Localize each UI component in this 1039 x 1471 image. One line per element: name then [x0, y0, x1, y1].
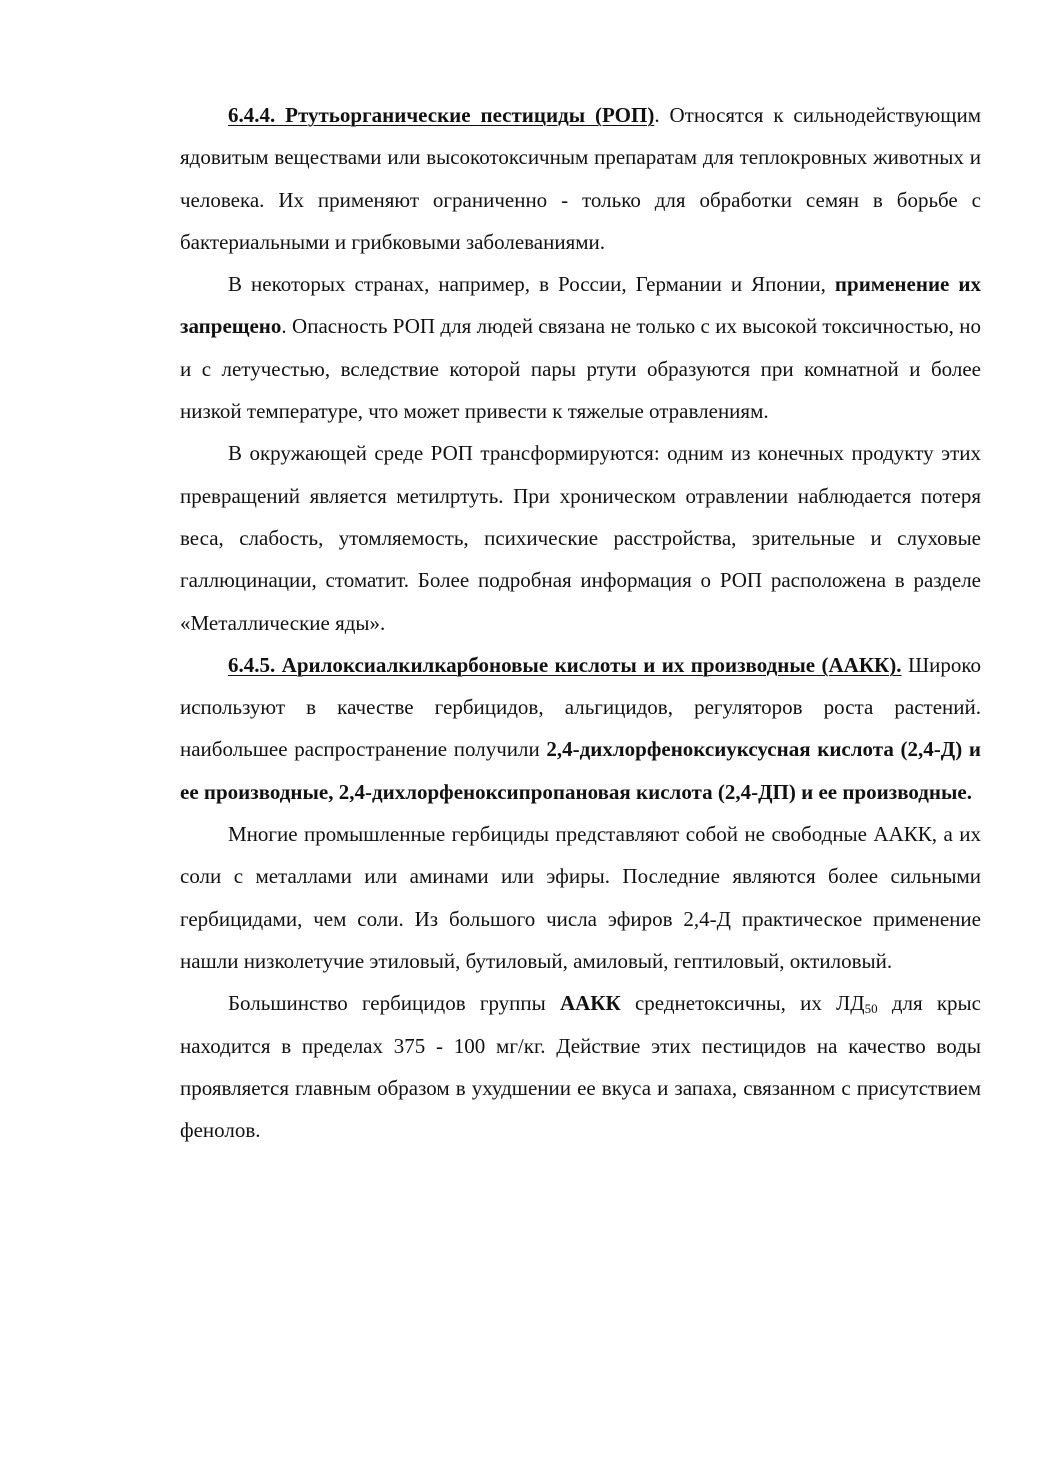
bold-phrase: применение их запрещено: [180, 272, 982, 339]
paragraph-text: В окружающей среде РОП трансформируются: одним из конечных продукту этих превращений является метилртуть. При хроническом отравлении наблюдается потеря веса, слабость, утомляемость, психические расстройства, зрительные и слуховые галлюцинации, стоматит. Более подробная информация о РОП расположена в разделе «Металлические яды».: [180, 441, 981, 635]
paragraph-aakk-intro: [180, 644, 981, 813]
subscript: 50: [864, 1001, 878, 1017]
bold-phrase: 2,4-дихлорфеноксиуксусная кислота (2,4-Д) и ее производные, 2,4-дихлорфеноксипропановая кислота (2,4-ДП) и ее производные.: [180, 737, 981, 804]
heading-punctuation: .: [654, 103, 660, 127]
paragraph-aakk-toxicity: [180, 982, 981, 1151]
paragraph-text: для крыс находится в пределах 375 - 100 мг/кг. Действие этих пестицидов на качество воды проявляется главным образом в ухудшении ее вкуса и запаха, связанном с присутствием фенолов.: [180, 991, 981, 1143]
paragraph-text: Многие промышленные гербициды представляют собой не свободные ААКК, а их соли с металлами или аминами или эфиры. Последние являются более сильными гербицидами, чем соли. Из большого числа эфиров 2,4-Д практическое применение нашли низколетучие этиловый, бутиловый, амиловый, гептиловый, октиловый.: [180, 822, 981, 973]
paragraph-text: среднетоксичны, их ЛД: [620, 991, 865, 1016]
bold-phrase: ААКК: [559, 991, 621, 1016]
paragraph-text: Широко используют в качестве гербицидов, альгицидов, регуляторов роста растений. наибольшее распространение получили: [180, 652, 982, 762]
section-heading-6-4-4: 6.4.4. Ртутьорганические пестициды (РОП): [228, 103, 655, 127]
document-page: [180, 94, 981, 1151]
paragraph-text: Большинство гербицидов группы: [228, 991, 560, 1016]
paragraph-rop-intro: [180, 94, 981, 263]
paragraph-text: . Опасность РОП для людей связана не только с их высокой токсичностью, но и с летучестью, вследствие которой пары ртути образуются при комнатной и более низкой температуре, что может привести к тяжелые отравлениям.: [180, 314, 981, 424]
paragraph-rop-ban: [180, 263, 981, 432]
paragraph-rop-environment: [180, 432, 981, 643]
paragraph-text: В некоторых странах, например, в России, Германии и Японии,: [228, 272, 835, 297]
section-heading-6-4-5: 6.4.5. Арилоксиалкилкарбоновые кислоты и их производные (ААКК).: [228, 652, 902, 677]
paragraph-text: Относятся к сильнодействующим ядовитым веществами или высокотоксичным препаратам для теплокровных животных и человека. Их применяют ограниченно - только для обработки семян в борьбе с бактериальными и грибковыми заболеваниями.: [180, 103, 982, 254]
paragraph-aakk-salts: [180, 813, 981, 982]
